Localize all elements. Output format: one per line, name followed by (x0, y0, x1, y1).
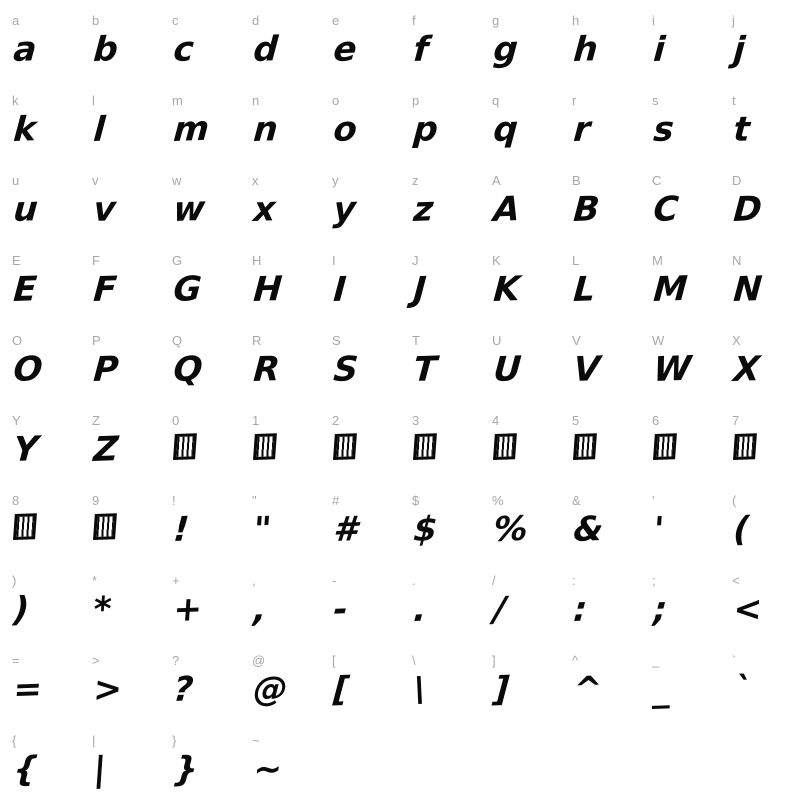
glyph-sample: & (572, 508, 605, 551)
glyph-cell[interactable] (328, 568, 408, 648)
glyph-cell[interactable] (568, 568, 648, 648)
glyph-label: K (492, 253, 501, 268)
glyph-label: 7 (732, 413, 740, 428)
glyph-label: L (572, 253, 580, 268)
glyph-label: 0 (172, 413, 180, 428)
glyph-sample: < (732, 589, 764, 631)
glyph-sample: T (412, 349, 439, 391)
glyph-label: ^ (572, 653, 579, 668)
glyph-cell[interactable] (8, 248, 88, 328)
glyph-label: O (12, 333, 23, 348)
glyph-cell[interactable] (88, 728, 168, 808)
glyph-sample: ] (492, 669, 511, 711)
glyph-label: c (172, 13, 179, 28)
glyph-label: / (492, 573, 496, 588)
glyph-label: D (732, 173, 742, 188)
glyph-cell[interactable] (248, 568, 328, 648)
glyph-cell[interactable] (88, 648, 168, 728)
glyph-sample: f (412, 29, 430, 71)
glyph-cell[interactable] (648, 408, 728, 488)
glyph-label: % (492, 493, 504, 508)
glyph-cell[interactable] (248, 648, 328, 728)
glyph-label: { (12, 733, 17, 748)
glyph-cell[interactable] (328, 488, 408, 568)
glyph-cell[interactable] (568, 648, 648, 728)
glyph-label: S (332, 333, 341, 348)
glyph-cell[interactable] (648, 8, 728, 88)
glyph-cell[interactable] (168, 168, 248, 248)
glyph-cell[interactable] (168, 568, 248, 648)
glyph-cell[interactable] (168, 488, 248, 568)
glyph-cell[interactable] (568, 8, 648, 88)
glyph-sample: ; (652, 589, 669, 631)
glyph-cell[interactable] (488, 248, 568, 328)
glyph-cell[interactable] (568, 248, 648, 328)
glyph-cell[interactable] (488, 328, 568, 408)
glyph-sample: G (172, 269, 203, 311)
glyph-sample: i (652, 29, 667, 71)
glyph-cell[interactable] (8, 408, 88, 488)
glyph-sample: X (732, 349, 762, 391)
glyph-cell[interactable] (648, 488, 728, 568)
glyph-label: C (652, 173, 662, 188)
glyph-sample: { (12, 749, 40, 791)
glyph-cell[interactable] (728, 408, 800, 488)
glyph-label: l (92, 93, 95, 108)
glyph-label: ~ (252, 733, 260, 748)
glyph-cell[interactable] (88, 248, 168, 328)
glyph-sample: n (252, 109, 280, 151)
glyph-cell[interactable] (568, 488, 648, 568)
glyph-label: U (492, 333, 502, 348)
glyph-sample: a (12, 29, 38, 71)
glyph-cell[interactable] (8, 8, 88, 88)
glyph-sample: B (572, 189, 601, 231)
glyph-label: 4 (492, 413, 500, 428)
glyph-label: w (172, 173, 182, 188)
glyph-sample: : (572, 589, 589, 631)
glyph-cell[interactable] (248, 168, 328, 248)
notdef-box-icon (13, 513, 37, 540)
glyph-sample: d (252, 29, 280, 71)
glyph-cell[interactable] (648, 248, 728, 328)
glyph-sample: + (172, 589, 204, 631)
glyph-sample: e (332, 29, 359, 71)
glyph-cell[interactable] (648, 648, 728, 728)
glyph-sample: H (252, 269, 284, 311)
glyph-cell[interactable] (568, 88, 648, 168)
glyph-label: d (252, 13, 260, 28)
glyph-cell[interactable] (248, 488, 328, 568)
glyph-cell[interactable] (168, 728, 248, 808)
glyph-cell[interactable] (408, 8, 488, 88)
glyph-sample: M (652, 268, 689, 311)
glyph-label: $ (412, 493, 420, 508)
glyph-label: B (572, 173, 581, 188)
glyph-label: j (732, 13, 735, 28)
glyph-sample: $ (412, 509, 439, 551)
glyph-sample: - (332, 589, 350, 631)
glyph-sample: K (492, 269, 522, 311)
glyph-cell[interactable] (408, 568, 488, 648)
glyph-sample: u (12, 189, 40, 231)
glyph-sample: j (732, 29, 747, 71)
glyph-sample: y (332, 189, 358, 231)
glyph-cell[interactable] (88, 168, 168, 248)
glyph-sample: q (492, 109, 520, 151)
glyph-sample: * (92, 589, 113, 631)
glyph-sample: [ (332, 669, 351, 711)
glyph-label: - (332, 573, 337, 588)
glyph-cell[interactable] (488, 8, 568, 88)
glyph-sample: @ (252, 668, 290, 711)
glyph-cell[interactable] (88, 88, 168, 168)
glyph-label: Q (172, 333, 183, 348)
glyph-label: b (92, 13, 100, 28)
glyph-label: \ (412, 653, 416, 668)
glyph-label: } (172, 733, 177, 748)
glyph-cell[interactable] (248, 328, 328, 408)
glyph-label: V (572, 333, 581, 348)
glyph-cell[interactable] (728, 648, 800, 728)
glyph-cell[interactable] (8, 168, 88, 248)
glyph-sample: J (412, 269, 428, 311)
glyph-sample: A (492, 189, 522, 231)
glyph-cell[interactable] (488, 88, 568, 168)
glyph-sample: E (12, 269, 39, 311)
glyph-label: & (572, 493, 581, 508)
notdef-box-icon (413, 433, 437, 460)
glyph-sample: m (172, 108, 211, 151)
glyph-label: I (332, 253, 336, 268)
glyph-cell[interactable] (488, 568, 568, 648)
glyph-label: i (652, 13, 655, 28)
notdef-box-icon (333, 433, 357, 460)
glyph-sample: p (412, 109, 440, 151)
glyph-cell[interactable] (168, 408, 248, 488)
glyph-sample: ( (732, 509, 751, 551)
glyph-label: ! (172, 493, 176, 508)
glyph-sample: D (732, 189, 764, 231)
glyph-label: ( (732, 493, 737, 508)
glyph-label: H (252, 253, 262, 268)
glyph-label: t (732, 93, 736, 108)
glyph-cell[interactable] (488, 168, 568, 248)
glyph-cell[interactable] (168, 8, 248, 88)
glyph-label: m (172, 93, 183, 108)
glyph-sample: ? (172, 669, 195, 711)
glyph-cell[interactable] (648, 88, 728, 168)
notdef-box-icon (93, 513, 117, 540)
glyph-sample: } (172, 749, 200, 791)
glyph-label: u (12, 173, 20, 188)
glyph-sample: O (12, 349, 44, 391)
glyph-label: _ (652, 653, 660, 668)
glyph-cell[interactable] (168, 88, 248, 168)
glyph-sample: z (412, 189, 435, 231)
glyph-sample: Q (172, 349, 204, 391)
glyph-label: R (252, 333, 262, 348)
glyph-label: v (92, 173, 99, 188)
glyph-cell[interactable] (728, 328, 800, 408)
glyph-cell[interactable] (728, 248, 800, 328)
glyph-cell[interactable] (8, 568, 88, 648)
glyph-sample: I (332, 269, 348, 311)
glyph-cell[interactable] (88, 568, 168, 648)
glyph-label: 5 (572, 413, 580, 428)
glyph-cell[interactable] (328, 648, 408, 728)
glyph-label: E (12, 253, 21, 268)
glyph-label: z (412, 173, 419, 188)
glyph-sample: ! (172, 509, 191, 551)
glyph-cell[interactable] (328, 248, 408, 328)
glyph-cell[interactable] (728, 88, 800, 168)
glyph-label: 3 (412, 413, 420, 428)
glyph-sample: F (92, 269, 119, 311)
glyph-cell[interactable] (648, 168, 728, 248)
glyph-sample: > (92, 669, 124, 711)
glyph-sample: c (172, 29, 196, 71)
glyph-label: e (332, 13, 340, 28)
glyph-label: Y (12, 413, 21, 428)
glyph-label: W (652, 333, 665, 348)
glyph-cell[interactable] (328, 168, 408, 248)
glyph-sample: g (492, 29, 520, 71)
notdef-box-icon (493, 433, 517, 460)
glyph-label: o (332, 93, 340, 108)
glyph-cell[interactable] (248, 248, 328, 328)
glyph-cell[interactable] (168, 648, 248, 728)
glyph-sample: = (12, 669, 44, 711)
glyph-label: G (172, 253, 183, 268)
glyph-cell[interactable] (408, 328, 488, 408)
glyph-sample: s (652, 109, 676, 151)
glyph-label: : (572, 573, 576, 588)
glyph-sample: o (332, 109, 359, 151)
glyph-label: ` (732, 653, 737, 668)
glyph-sample: ~ (252, 749, 284, 791)
glyph-label: = (12, 653, 20, 668)
glyph-label: x (252, 173, 259, 188)
glyph-sample: r (572, 109, 592, 151)
glyph-cell[interactable] (728, 168, 800, 248)
glyph-cell[interactable] (88, 8, 168, 88)
glyph-label: < (732, 573, 740, 588)
glyph-label: | (92, 733, 96, 748)
glyph-sample: . (412, 589, 428, 631)
glyph-sample: % (492, 508, 530, 551)
glyph-label: T (412, 333, 420, 348)
glyph-sample: \ (412, 669, 428, 711)
glyph-label: q (492, 93, 500, 108)
glyph-cell[interactable] (728, 8, 800, 88)
glyph-cell[interactable] (8, 88, 88, 168)
glyph-cell[interactable] (168, 328, 248, 408)
glyph-cell[interactable] (88, 408, 168, 488)
glyph-cell[interactable] (408, 648, 488, 728)
glyph-label: P (92, 333, 101, 348)
glyph-sample: L (572, 269, 597, 311)
glyph-sample: b (92, 29, 120, 71)
glyph-label: > (92, 653, 100, 668)
glyph-label: J (412, 253, 419, 268)
glyph-cell[interactable] (248, 8, 328, 88)
glyph-sample: | (92, 749, 108, 791)
glyph-cell[interactable] (8, 328, 88, 408)
glyph-label: s (652, 93, 659, 108)
glyph-label: f (412, 13, 416, 28)
glyph-sample: ^ (572, 669, 604, 711)
glyph-cell[interactable] (248, 728, 328, 808)
glyph-label: M (652, 253, 663, 268)
glyph-sample: / (492, 589, 508, 631)
glyph-sample: _ (652, 669, 672, 711)
glyph-sample: " (252, 509, 273, 551)
notdef-box-icon (653, 433, 677, 460)
glyph-cell[interactable] (648, 328, 728, 408)
glyph-cell[interactable] (248, 88, 328, 168)
glyph-sample: ` (732, 669, 752, 711)
glyph-cell[interactable] (728, 488, 800, 568)
glyph-cell[interactable] (88, 328, 168, 408)
glyph-label: X (732, 333, 741, 348)
glyph-label: 8 (12, 493, 20, 508)
glyph-sample: R (252, 349, 282, 391)
glyph-sample: , (252, 589, 268, 631)
glyph-sample: ' (652, 509, 666, 551)
glyph-sample: V (572, 349, 602, 391)
glyph-label: ) (12, 573, 17, 588)
glyph-cell[interactable] (488, 408, 568, 488)
glyph-cell[interactable] (488, 648, 568, 728)
glyph-label: h (572, 13, 580, 28)
notdef-box-icon (253, 433, 277, 460)
glyph-label: r (572, 93, 577, 108)
glyph-label: 2 (332, 413, 340, 428)
glyph-label: p (412, 93, 420, 108)
glyph-sample: k (12, 109, 38, 151)
glyph-cell[interactable] (328, 328, 408, 408)
glyph-cell[interactable] (408, 88, 488, 168)
glyph-cell[interactable] (168, 248, 248, 328)
glyph-label: + (172, 573, 180, 588)
glyph-sample: t (732, 109, 752, 151)
glyph-label: 6 (652, 413, 660, 428)
glyph-label: g (492, 13, 500, 28)
glyph-label: N (732, 253, 742, 268)
glyph-sample: U (492, 349, 523, 391)
glyph-cell[interactable] (568, 328, 648, 408)
glyph-label: y (332, 173, 339, 188)
glyph-label: . (412, 573, 416, 588)
glyph-cell[interactable] (408, 408, 488, 488)
glyph-sample: N (732, 269, 764, 311)
glyph-cell[interactable] (8, 648, 88, 728)
glyph-label: [ (332, 653, 336, 668)
glyph-label: ] (492, 653, 496, 668)
glyph-label: ; (652, 573, 656, 588)
glyph-label: F (92, 253, 100, 268)
glyph-label: , (252, 573, 256, 588)
glyph-label: n (252, 93, 260, 108)
notdef-box-icon (573, 433, 597, 460)
glyph-cell[interactable] (728, 568, 800, 648)
glyph-cell[interactable] (8, 488, 88, 568)
glyph-cell[interactable] (328, 8, 408, 88)
glyph-sample: Y (12, 429, 40, 471)
glyph-sample: w (172, 188, 207, 231)
glyph-cell[interactable] (248, 408, 328, 488)
glyph-label: ' (652, 493, 655, 508)
glyph-label: a (12, 13, 20, 28)
glyph-cell[interactable] (408, 488, 488, 568)
glyph-cell[interactable] (568, 408, 648, 488)
glyph-sample: Z (92, 429, 120, 471)
glyph-cell[interactable] (408, 168, 488, 248)
glyph-label: " (252, 493, 257, 508)
glyph-label: k (12, 93, 19, 108)
glyph-cell[interactable] (408, 248, 488, 328)
glyph-label: * (92, 573, 98, 588)
glyph-sample: l (92, 109, 107, 151)
glyph-label: 1 (252, 413, 260, 428)
glyph-cell[interactable] (488, 488, 568, 568)
glyph-cell[interactable] (648, 568, 728, 648)
glyph-cell[interactable] (568, 168, 648, 248)
glyph-sample: ) (12, 589, 31, 631)
glyph-label: ? (172, 653, 180, 668)
glyph-cell[interactable] (8, 728, 88, 808)
glyph-sample: S (332, 349, 360, 391)
glyph-sample: v (92, 189, 118, 231)
glyph-label: 9 (92, 493, 100, 508)
glyph-cell[interactable] (328, 88, 408, 168)
glyph-label: A (492, 173, 501, 188)
notdef-box-icon (733, 433, 757, 460)
glyph-sample: # (332, 509, 359, 551)
glyph-sample: C (652, 189, 680, 231)
glyph-sample: x (252, 189, 277, 231)
glyph-label: # (332, 493, 340, 508)
notdef-box-icon (173, 433, 197, 460)
glyph-sample: P (92, 349, 120, 391)
glyph-cell[interactable] (88, 488, 168, 568)
glyph-label: @ (252, 653, 266, 668)
glyph-sample: W (652, 348, 693, 391)
glyph-label: Z (92, 413, 100, 428)
glyph-cell[interactable] (328, 408, 408, 488)
glyph-sample: h (572, 29, 600, 71)
